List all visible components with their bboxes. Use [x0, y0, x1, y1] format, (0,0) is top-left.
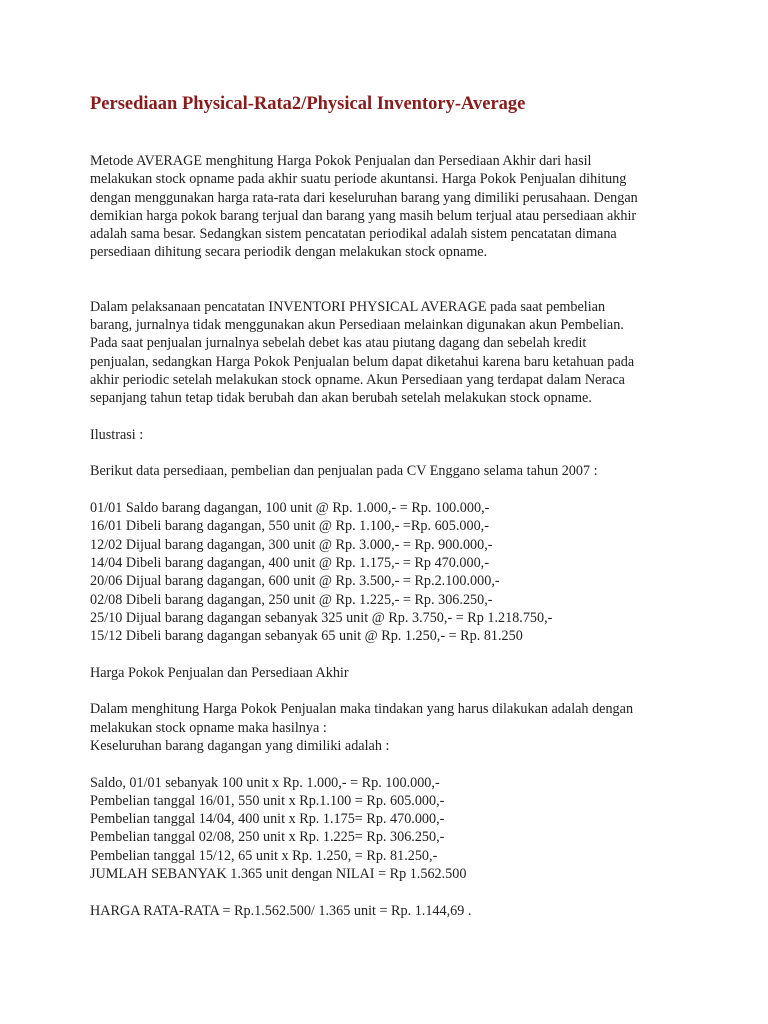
- purchase-line: Pembelian tanggal 14/04, 400 unit x Rp. 1.175= Rp. 470.000,-: [90, 811, 445, 828]
- text-line: melakukan stock opname maka hasilnya :: [90, 719, 327, 736]
- total-line: JUMLAH SEBANYAK 1.365 unit dengan NILAI = Rp 1.562.500: [90, 865, 467, 882]
- section-heading-hpp: [90, 664, 730, 682]
- transaction-line: 20/06 Dijual barang dagangan, 600 unit @ Rp. 3.500,- = Rp.2.100.000,-: [90, 573, 500, 590]
- transaction-line: 14/04 Dibeli barang dagangan, 400 unit @ Rp. 1.175,- = Rp 470.000,-: [90, 554, 489, 571]
- document-page: [90, 92, 730, 920]
- purchase-line: Saldo, 01/01 sebanyak 100 unit x Rp. 1.000,- = Rp. 100.000,-: [90, 774, 440, 791]
- text-line: persediaan dihitung secara periodik dengan melakukan stock opname.: [90, 244, 488, 261]
- text-line: demikian harga pokok barang terjual dan barang yang masih belum terjual atau persediaan akhir: [90, 207, 637, 224]
- text-line: Keseluruhan barang dagangan yang dimiliki adalah :: [90, 737, 390, 754]
- purchase-line: Pembelian tanggal 16/01, 550 unit x Rp.1.100 = Rp. 605.000,-: [90, 792, 445, 809]
- paragraph-berikut-data: [90, 462, 730, 480]
- purchase-list: [90, 774, 730, 884]
- spacer: [90, 481, 730, 499]
- text-line: barang, jurnalnya tidak menggunakan akun Persediaan melainkan digunakan akun Pembelian.: [90, 317, 624, 334]
- text-line: Harga Pokok Penjualan dan Persediaan Akhir: [90, 664, 349, 681]
- text-line: Ilustrasi :: [90, 426, 144, 443]
- average-price-line: [90, 902, 730, 920]
- text-line: Dalam menghitung Harga Pokok Penjualan maka tindakan yang harus dilakukan adalah dengan: [90, 701, 634, 718]
- text-line: melakukan stock opname pada akhir suatu periode akuntansi. Harga Pokok Penjualan dihitung: [90, 171, 627, 188]
- transaction-line: 25/10 Dijual barang dagangan sebanyak 325 unit @ Rp. 3.750,- = Rp 1.218.750,-: [90, 609, 553, 626]
- text-line: penjualan, sedangkan Harga Pokok Penjualan belum dapat diketahui karena baru ketahuan pada: [90, 353, 635, 370]
- document-title: Persediaan Physical-Rata2/Physical Inventory-Average: [90, 94, 526, 114]
- transaction-line: 15/12 Dibeli barang dagangan sebanyak 65 unit @ Rp. 1.250,- = Rp. 81.250: [90, 628, 523, 645]
- text-line: adalah sama besar. Sedangkan sistem pencatatan periodikal adalah sistem pencatatan dimana: [90, 226, 617, 243]
- text-line: akhir periodic setelah melakukan stock opname. Akun Persediaan yang terdapat dalam Neraca: [90, 371, 625, 388]
- transaction-line: 16/01 Dibeli barang dagangan, 550 unit @ Rp. 1.100,- =Rp. 605.000,-: [90, 518, 489, 535]
- transaction-line: 12/02 Dijual barang dagangan, 300 unit @ Rp. 3.000,- = Rp. 900.000,-: [90, 536, 493, 553]
- paragraph-pelaksanaan: [90, 298, 730, 408]
- text-line: dengan menggunakan harga rata-rata dari keseluruhan barang yang dimiliki perusahaan. Dengan: [90, 189, 638, 206]
- spacer: [90, 645, 730, 663]
- spacer: [90, 408, 730, 426]
- paragraph-menghitung-hpp: [90, 700, 730, 755]
- text-line: Metode AVERAGE menghitung Harga Pokok Penjualan dan Persediaan Akhir dari hasil: [90, 153, 592, 169]
- transaction-line: 02/08 Dibeli barang dagangan, 250 unit @ Rp. 1.225,- = Rp. 306.250,-: [90, 591, 493, 608]
- text-line: sepanjang tahun tetap tidak berubah dan akan berubah setelah melakukan stock opname.: [90, 390, 592, 407]
- spacer: [90, 262, 730, 298]
- spacer: [90, 444, 730, 462]
- paragraph-ilustrasi: [90, 426, 730, 444]
- purchase-line: Pembelian tanggal 15/12, 65 unit x Rp. 1.250, = Rp. 81.250,-: [90, 847, 438, 864]
- transaction-line: 01/01 Saldo barang dagangan, 100 unit @ Rp. 1.000,- = Rp. 100.000,-: [90, 500, 490, 517]
- purchase-line: Pembelian tanggal 02/08, 250 unit x Rp. 1.225= Rp. 306.250,-: [90, 829, 445, 846]
- spacer: [90, 883, 730, 901]
- text-line: Dalam pelaksanaan pencatatan INVENTORI PHYSICAL AVERAGE pada saat pembelian: [90, 298, 606, 315]
- spacer: [90, 755, 730, 773]
- text-line: Pada saat penjualan jurnalnya sebelah debet kas atau piutang dagang dan sebelah kredit: [90, 335, 587, 352]
- transaction-list: [90, 499, 730, 645]
- paragraph-metode-average: [90, 152, 730, 262]
- text-line: Berikut data persediaan, pembelian dan penjualan pada CV Enggano selama tahun 2007 :: [90, 463, 598, 480]
- text-line: HARGA RATA-RATA = Rp.1.562.500/ 1.365 unit = Rp. 1.144,69 .: [90, 902, 472, 919]
- spacer: [90, 682, 730, 700]
